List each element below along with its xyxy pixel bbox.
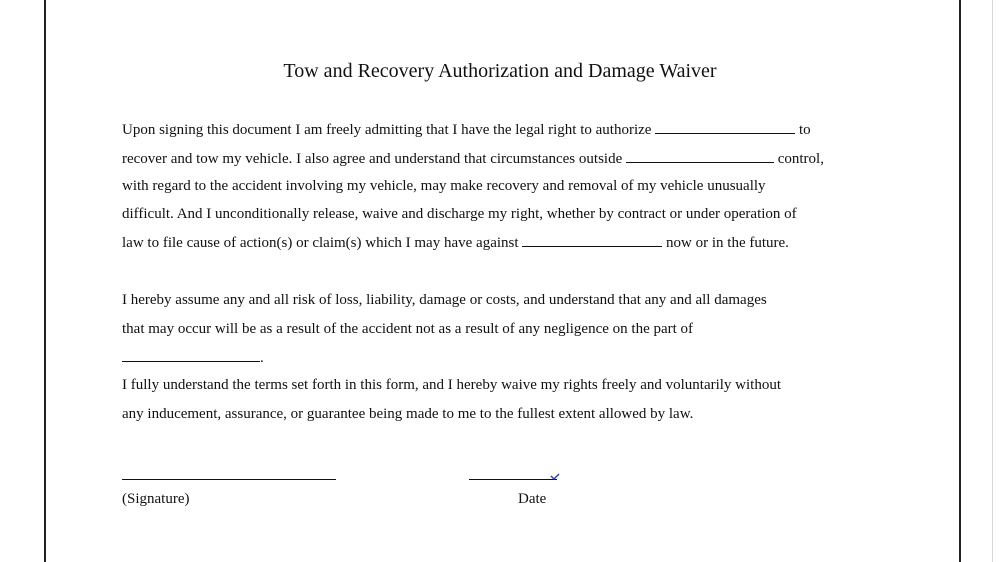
p1-line-3: with regard to the accident involving my vehicle, may make recovery and removal of my vehicle unusually (122, 178, 766, 194)
pen-mark-icon (550, 473, 560, 481)
p2-line-3 (122, 347, 264, 368)
p1-line-5-text: law to file cause of action(s) or claim(s) which I may have against (122, 235, 519, 251)
p2-line-3-period: . (260, 350, 264, 366)
p1-line-5 (122, 232, 789, 253)
p1-line-4: difficult. And I unconditionally release, waive and discharge my right, whether by contract or under operation of (122, 206, 797, 222)
released-party-blank[interactable] (522, 232, 662, 247)
p1-line-1-text: Upon signing this document I am freely admitting that I have the legal right to authorize (122, 122, 652, 138)
signature-label: (Signature) (122, 491, 190, 507)
negligence-party-blank[interactable] (122, 347, 260, 362)
p3-line-1: I fully understand the terms set forth in this form, and I hereby waive my rights freely and voluntarily without (122, 377, 782, 393)
signature-line[interactable] (122, 479, 336, 480)
document-page (44, 0, 961, 562)
p1-line-2-end: control, (777, 151, 824, 167)
authorized-party-blank[interactable] (655, 119, 795, 134)
p2-line-1: I hereby assume any and all risk of loss, liability, damage or costs, and understand that any and all damages (122, 292, 767, 308)
p1-line-1-end: to (798, 122, 811, 138)
p1-line-1 (122, 119, 811, 140)
p1-line-2 (122, 148, 824, 169)
p1-line-5-end: now or in the future. (666, 235, 789, 251)
date-line[interactable] (469, 479, 557, 480)
page-edge (992, 0, 993, 562)
date-label: Date (518, 491, 547, 507)
p3-line-2: any inducement, assurance, or guarantee being made to me to the fullest extent allowed by law. (122, 406, 694, 422)
p1-line-2-text: recover and tow my vehicle. I also agree and understand that circumstances outside (122, 151, 623, 167)
control-party-blank[interactable] (626, 148, 774, 163)
document-title: Tow and Recovery Authorization and Damage Waiver (283, 60, 717, 82)
p2-line-2: that may occur will be as a result of the accident not as a result of any negligence on the part of (122, 321, 694, 337)
